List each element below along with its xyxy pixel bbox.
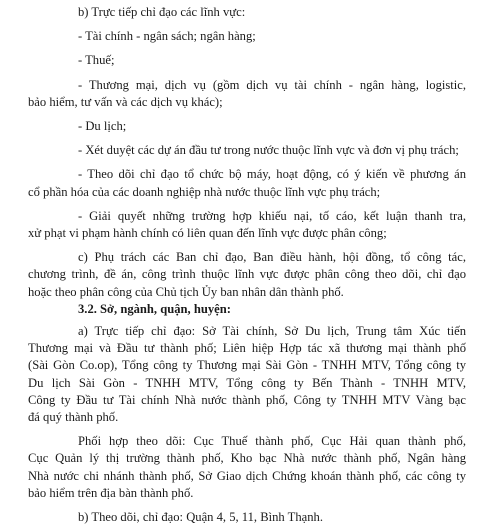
item-complaints — [28, 208, 466, 242]
item-tourism: - Du lịch; — [78, 119, 127, 134]
section-c — [28, 249, 466, 301]
item-commerce-line-2: bảo hiểm, tư vấn và các dịch vụ khác); — [28, 94, 223, 109]
section-3-2-a-line-6: đá quý thành phố. — [28, 410, 119, 425]
section-c-line-3: hoặc theo phân công của Chủ tịch Ủy ban nhân dân thành phố. — [28, 284, 344, 299]
section-c-line-1: c) Phụ trách các Ban chỉ đạo, Ban điều hành, hội đồng, tổ công tác, — [78, 250, 466, 265]
item-commerce — [28, 77, 466, 111]
section-b-intro: b) Trực tiếp chỉ đạo các lĩnh vực: — [78, 5, 246, 19]
section-3-2-a-line-5: Công ty Đầu tư Tài chính Nhà nước thành phố, Công ty TNHH MTV Vàng bạc — [28, 392, 466, 407]
section-3-2-a — [28, 323, 466, 426]
item-monitor-line-1: - Theo dõi chỉ đạo tổ chức bộ máy, hoạt động, có ý kiến về phương án — [78, 167, 466, 182]
item-monitor — [28, 166, 466, 200]
coordination-line-4: bảo hiểm trên địa bàn thành phố. — [28, 485, 194, 500]
item-complaints-line-1: - Giải quyết những trường hợp khiếu nại, tố cáo, kết luận thanh tra, — [78, 208, 466, 223]
coordination-line-3: Nhà nước chi nhánh thành phố, Sở Giao dịch Chứng khoán thành phố, các công ty — [28, 468, 466, 483]
section-3-2-a-line-2: Thương mại và Đầu tư thành phố; Liên hiệp Hợp tác xã thương mại thành phố — [28, 341, 466, 356]
section-3-2-a-line-4: Du lịch Sài Gòn - TNHH MTV, Tổng công ty Bến Thành - TNHH MTV, — [28, 375, 466, 390]
item-complaints-line-2: xử phạt vi phạm hành chính có liên quan đến lĩnh vực được phân công; — [28, 226, 387, 241]
section-c-line-2: chương trình, đề án, công trình thuộc lĩnh vực được phân công theo dõi, chỉ đạo — [28, 267, 466, 282]
item-investment: - Xét duyệt các dự án đầu tư trong nước thuộc lĩnh vực và đơn vị phụ trách; — [78, 143, 459, 158]
coordination-line-1: Phối hợp theo dõi: Cục Thuế thành phố, Cục Hải quan thành phố, — [78, 434, 466, 449]
coordination-line-2: Cục Quản lý thị trường thành phố, Kho bạc Nhà nước thành phố, Ngân hàng — [28, 451, 466, 466]
item-finance: - Tài chính - ngân sách; ngân hàng; — [78, 29, 256, 44]
heading-3-2: 3.2. Sở, ngành, quận, huyện: — [78, 301, 231, 316]
section-3-2-b: b) Theo dõi, chỉ đạo: Quận 4, 5, 11, Bình Thạnh. — [78, 510, 323, 525]
item-commerce-line-1: - Thương mại, dịch vụ (gồm dịch vụ tài chính - ngân hàng, logistic, — [78, 77, 466, 92]
item-tax: - Thuế; — [78, 53, 115, 68]
section-3-2-a-line-1: a) Trực tiếp chỉ đạo: Sở Tài chính, Sở Du lịch, Trung tâm Xúc tiến — [78, 324, 466, 339]
section-3-2-a-line-3: (Sài Gòn Co.op), Tổng công ty Thương mại Sài Gòn - TNHH MTV, Tổng công ty — [28, 358, 466, 373]
item-monitor-line-2: cổ phần hóa của các doanh nghiệp nhà nước thuộc lĩnh vực phụ trách; — [28, 184, 381, 199]
